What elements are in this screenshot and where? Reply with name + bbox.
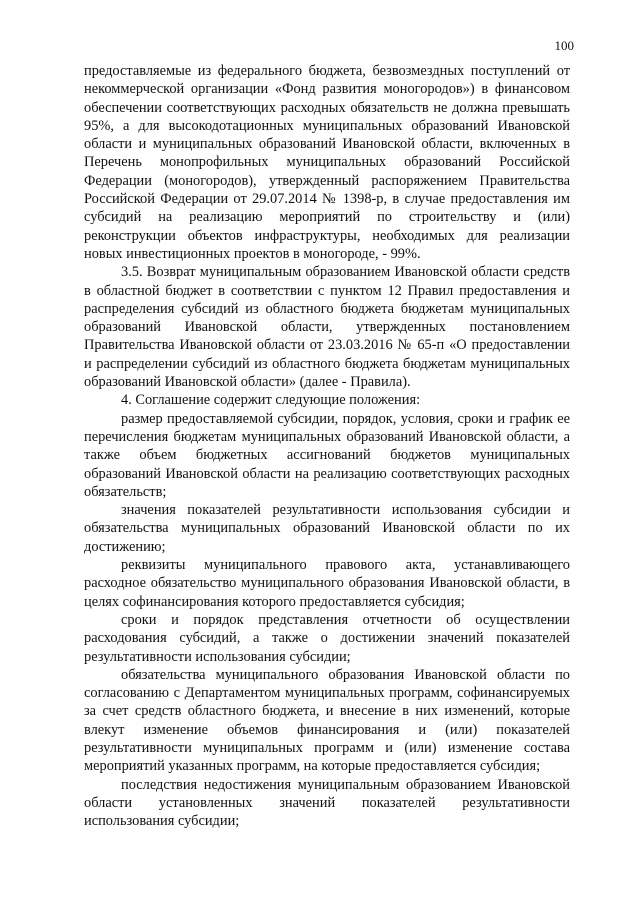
paragraph-3-5: 3.5. Возврат муниципальным образованием Ивановской области средств в областной бюджет в соответствии с пунктом 12 Правил предоставления и распределения субсидий из областного бюджета бюджетам муниципальных образований Ивановской области, утвержденных постановлением Правительства Ивановской области от 23.03.2016 № 65-п «О предоставлении и распределении субсидий из областного бюджета бюджетам муниципальных образований Ивановской области» (далее - Правила). (84, 264, 570, 391)
paragraph-program-obligations: обязательства муниципального образования Ивановской области по согласованию с Департаментом муниципальных программ, софинансируемых за счет средств областного бюджета, и внесение в них изменений, которые влекут изменение объемов финансирования и (или) показателей результативности муниципальных программ и (или) изменение состава мероприятий указанных программ, на которые предоставляется субсидия; (84, 666, 570, 775)
paragraph-consequences: последствия недостижения муниципальным образованием Ивановской области установленных значений показателей результативности использования субсидии; (84, 776, 570, 830)
paragraph-reporting-terms: сроки и порядок представления отчетности об осуществлении расходования субсидий, а также о достижении значений показателей результативности использования субсидии; (84, 611, 570, 665)
paragraph-continuation: предоставляемые из федерального бюджета, безвозмездных поступлений от некоммерческой организации «Фонд развития моногородов») в финансовом обеспечении соответствующих расходных обязательств не должна превышать 95%, а для высокодотационных муниципальных образований Ивановской области и муниципальных образований Ивановской области, включенных в Перечень монопрофильных муниципальных образований Российской Федерации (моногородов), утвержденный распоряжением Правительства Российской Федерации от 29.07.2014 № 1398-р, в случае предоставления им субсидий на реализацию мероприятий по строительству и (или) реконструкции объектов инфраструктуры, необходимых для реализации новых инвестиционных проектов в моногороде, - 99%. (84, 63, 570, 262)
paragraph-subsidy-size: размер предоставляемой субсидии, порядок, условия, сроки и график ее перечисления бюджетам муниципальных образований Ивановской области, а также объем бюджетных ассигнований бюджетов муниципальных образований Ивановской области на реализацию соответствующих расходных обязательств; (84, 410, 570, 500)
paragraph-legal-act-details: реквизиты муниципального правового акта, устанавливающего расходное обязательство муниципального образования Ивановской области, в целях софинансирования которого предоставляется субсидия; (84, 557, 570, 610)
paragraph-indicator-values: значения показателей результативности использования субсидии и обязательства муниципальных образований Ивановской области по их достижению; (84, 502, 570, 555)
paragraph-4: 4. Соглашение содержит следующие положения: (121, 392, 421, 409)
page-number: 100 (554, 38, 574, 53)
body-text (84, 62, 570, 830)
